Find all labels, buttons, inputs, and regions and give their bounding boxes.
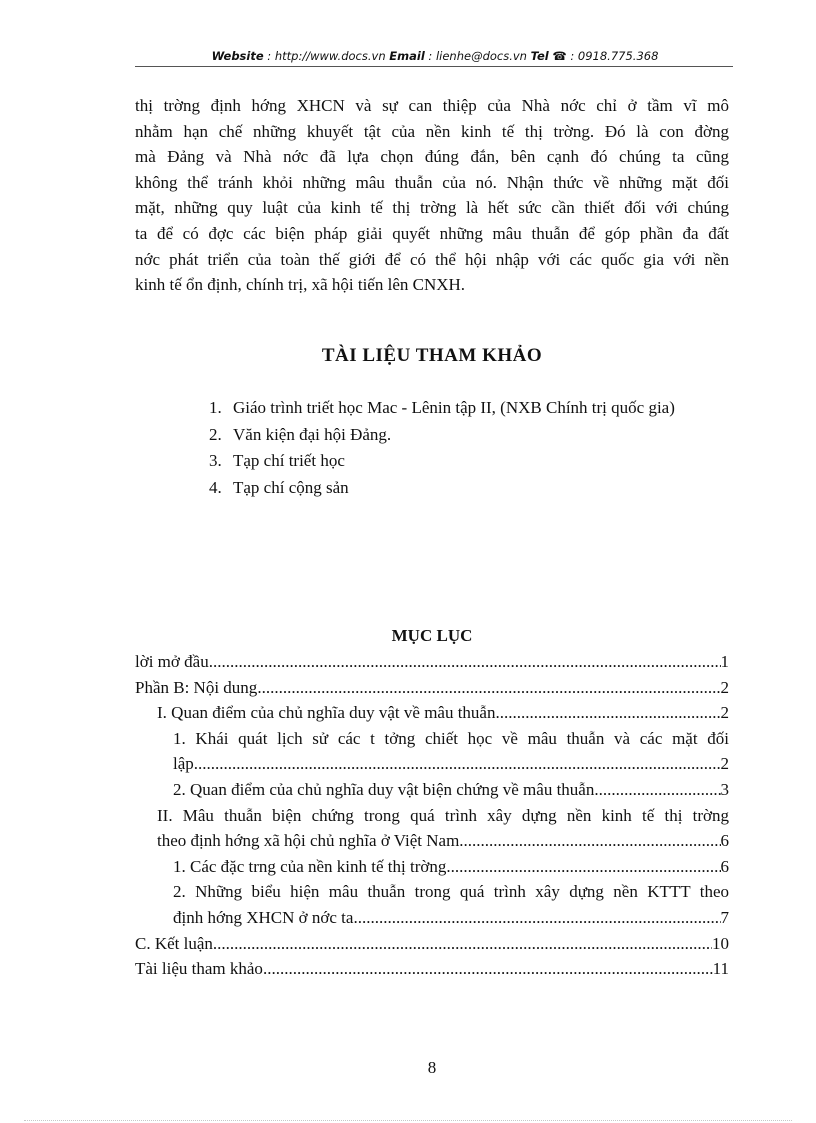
toc-leader	[263, 956, 713, 982]
references-title: TÀI LIỆU THAM KHẢO	[321, 345, 543, 366]
reference-item	[209, 422, 675, 449]
body-line: thị trờng định hớng XHCN và sự can thiệp của Nhà nớc chỉ ở tầm vĩ mô	[135, 96, 729, 115]
toc-entry-label: theo định hớng xã hội chủ nghĩa ở Việt Nam.	[157, 831, 464, 851]
table-of-contents	[135, 649, 729, 982]
toc-entry-label: lời mở đầu	[135, 652, 209, 671]
reference-text: Văn kiện đại hội Đảng.	[233, 424, 392, 444]
tel-value: : 0918.775.368	[566, 49, 659, 63]
toc-entry-label: 2. Quan điểm của chủ nghĩa duy vật biện chứng về mâu thuẫn	[173, 779, 595, 799]
toc-entry-label: Tài liệu tham khảo	[135, 959, 263, 979]
toc-entry[interactable]	[135, 956, 729, 982]
toc-entry-label: I. Quan điểm của chủ nghĩa duy vật về mâu thuẫn	[157, 703, 496, 723]
toc-page-number: 3	[720, 779, 729, 799]
body-paragraph	[135, 93, 729, 298]
website-label: Website	[211, 49, 264, 63]
toc-entry[interactable]	[135, 675, 729, 701]
page-number: 8	[427, 1058, 437, 1077]
toc-entry-first-line[interactable]: 1. Khái quát lịch sử các t tởng chiết học về mâu thuẫn và các mặt đối	[173, 728, 729, 748]
website-separator: :	[263, 49, 275, 63]
toc-entry-label: Phần B: Nội dung	[135, 677, 258, 697]
toc-entry[interactable]	[135, 777, 729, 803]
reference-text: Tạp chí cộng sản	[233, 477, 349, 497]
reference-number: 2.	[209, 424, 222, 444]
toc-page-number: 11	[712, 959, 729, 979]
body-line: mà Đảng và Nhà nớc đã lựa chọn đúng đắn, bên cạnh đó chúng ta cũng	[135, 147, 729, 167]
page-header	[135, 49, 735, 63]
body-line: không thể tránh khỏi những mâu thuẫn của nó. Nhận thức về những mặt đối	[135, 172, 729, 192]
toc-title: MỤC LỤC	[391, 626, 473, 645]
toc-entry-label: C. Kết luận	[135, 933, 213, 953]
phone-icon: ☎	[552, 49, 567, 63]
body-line: nớc phát triển của toàn thế giới để có thể hội nhập với các quốc gia với nền	[135, 249, 729, 269]
reference-item	[209, 448, 675, 475]
toc-entry[interactable]	[135, 751, 729, 777]
reference-number: 1.	[209, 398, 222, 417]
body-line: kinh tế ổn định, chính trị, xã hội tiến lên CNXH.	[135, 275, 466, 295]
toc-page-number: 6	[720, 831, 729, 851]
references-list	[209, 395, 675, 501]
toc-entry-label: 1. Các đặc trng của nền kinh tế thị trờng	[173, 856, 447, 876]
reference-text: Tạp chí triết học	[233, 451, 345, 471]
toc-entry[interactable]	[135, 931, 729, 957]
email-separator: :	[424, 49, 436, 63]
reference-item	[209, 395, 675, 422]
toc-page-number: 7	[720, 907, 729, 927]
body-line: nhằm hạn chế những khuyết tật của nền kinh tế thị trờng. Đó là con đờng	[135, 121, 729, 141]
email-label: Email	[389, 49, 425, 63]
toc-entry[interactable]	[135, 905, 729, 931]
toc-leader	[464, 828, 721, 854]
toc-leader	[257, 675, 720, 701]
toc-entry-label: lập	[173, 754, 194, 774]
toc-leader	[446, 854, 720, 880]
email-value[interactable]: lienhe@docs.vn	[435, 49, 527, 63]
header-divider	[135, 66, 733, 67]
toc-leader	[495, 700, 720, 726]
toc-entry[interactable]	[135, 700, 729, 726]
toc-page-number: 2	[720, 677, 729, 697]
reference-number: 3.	[209, 451, 222, 471]
tel-label: Tel	[530, 49, 549, 63]
toc-page-number: 1	[720, 652, 729, 671]
website-url[interactable]: http://www.docs.vn	[274, 49, 386, 63]
page-bottom-edge	[24, 1120, 792, 1121]
toc-leader	[213, 931, 712, 957]
body-line: ta để có đợc các biện pháp giải quyết những mâu thuẫn để góp phần đa đất	[135, 223, 729, 243]
reference-item	[209, 475, 675, 502]
toc-entry[interactable]	[135, 649, 729, 675]
toc-page-number: 2	[720, 703, 729, 723]
toc-entry-label: định hớng XHCN ở nớc ta	[173, 907, 354, 927]
toc-leader	[194, 751, 721, 777]
toc-entry[interactable]	[135, 828, 729, 854]
toc-page-number: 6	[720, 856, 729, 876]
toc-entry[interactable]	[135, 854, 729, 880]
toc-page-number: 10	[712, 933, 729, 953]
reference-number: 4.	[209, 477, 222, 497]
toc-entry-first-line[interactable]: 2. Những biểu hiện mâu thuẫn trong quá trình xây dựng nền KTTT theo	[173, 882, 729, 902]
body-line: mặt, những quy luật của kinh tế thị trờng là hết sức cần thiết đối với chúng	[135, 198, 729, 218]
toc-leader	[209, 649, 721, 675]
toc-page-number: 2	[720, 754, 729, 774]
toc-leader	[594, 777, 720, 803]
reference-text: Giáo trình triết học Mac - Lênin tập II, (NXB Chính trị quốc gia)	[233, 398, 675, 417]
toc-entry-first-line[interactable]: II. Mâu thuẫn biện chứng trong quá trình xây dựng nền kinh tế thị trờng	[157, 805, 729, 825]
toc-leader	[353, 905, 720, 931]
